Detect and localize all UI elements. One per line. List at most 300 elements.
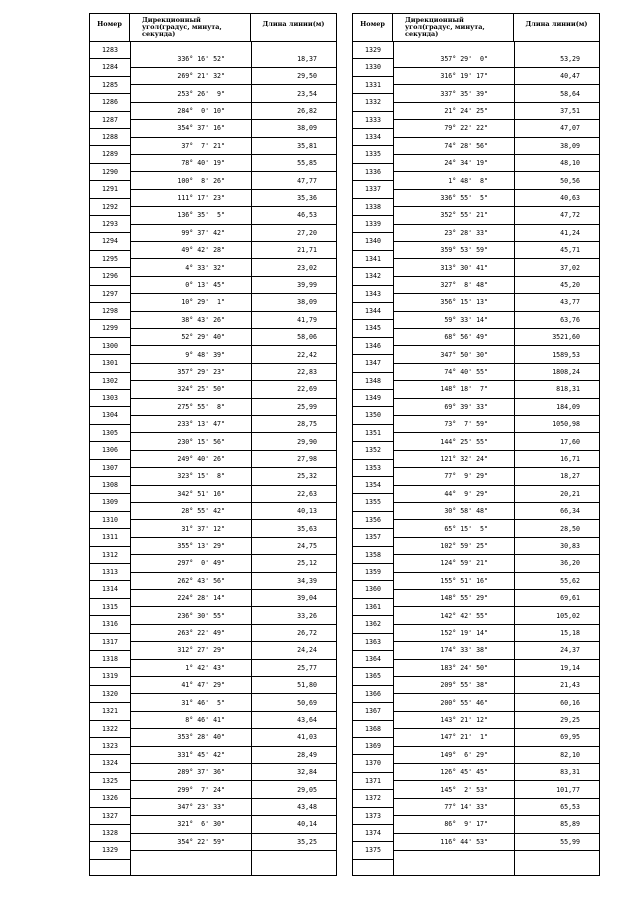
direction-angle: 289° 37' 36" [177,768,225,777]
table-row [394,538,599,555]
point-number: 1372 [353,790,393,807]
point-number: 1360 [353,581,393,598]
header-angle: Дирекционный угол(градус, минута, секунда) [130,14,251,41]
line-length: 45,71 [560,246,580,255]
direction-angle: 342° 51' 16" [177,489,225,498]
point-number: 1298 [90,303,130,320]
direction-angle: 312° 27' 29" [177,646,225,655]
line-length: 35,36 [297,193,317,202]
direction-angle: 24° 34' 19" [444,159,488,168]
point-number: 1309 [90,494,130,511]
line-length: 58,06 [297,333,317,342]
point-number: 1364 [353,651,393,668]
direction-angle: 357° 29' 0" [440,54,488,63]
point-number: 1287 [90,112,130,129]
line-length: 39,04 [297,594,317,603]
direction-angle: 38° 43' 26" [181,315,225,324]
point-number: 1307 [90,460,130,477]
table-row [131,486,336,503]
line-length: 1050,98 [552,420,580,429]
direction-angle: 68° 56' 49" [444,333,488,342]
point-number: 1356 [353,512,393,529]
header-length: Длина линии(м) [262,20,325,28]
line-length: 55,62 [560,576,580,585]
direction-angle: 359° 53' 59" [440,246,488,255]
point-number: 1303 [90,390,130,407]
right-table [352,13,600,876]
table-row [394,312,599,329]
point-number: 1333 [353,112,393,129]
point-number: 1328 [90,825,130,842]
line-length: 48,10 [560,159,580,168]
direction-angle: 324° 25' 50" [177,385,225,394]
table-row [131,260,336,277]
line-length: 25,99 [297,402,317,411]
table-row [131,86,336,103]
direction-angle: 10° 29' 1" [181,298,225,307]
line-length: 29,90 [297,437,317,446]
table-row [131,294,336,311]
left-body [90,42,336,875]
direction-angle: 0° 13' 45" [185,280,225,289]
table-row [131,329,336,346]
direction-angle: 200° 55' 46" [440,698,488,707]
direction-angle: 142° 42' 55" [440,611,488,620]
direction-angle: 86° 9' 17" [444,820,488,829]
table-row [394,747,599,764]
line-length: 69,95 [560,733,580,742]
table-row [131,434,336,451]
direction-angle: 321° 6' 30" [177,820,225,829]
point-number: 1339 [353,216,393,233]
direction-angle: 352° 55' 21" [440,211,488,220]
table-row [394,416,599,433]
point-number: 1302 [90,373,130,390]
point-number: 1322 [90,721,130,738]
point-number: 1317 [90,634,130,651]
table-row [131,538,336,555]
table-row [394,434,599,451]
table-row [394,764,599,781]
table-row [131,799,336,816]
point-number: 1374 [353,825,393,842]
direction-angle: 336° 55' 5" [440,193,488,202]
header-length: Длина линии(м) [525,20,588,28]
point-number: 1358 [353,547,393,564]
table-row [131,347,336,364]
table-row [394,294,599,311]
line-length: 69,61 [560,594,580,603]
point-number: 1342 [353,268,393,285]
direction-angle: 354° 37' 16" [177,124,225,133]
point-number: 1289 [90,146,130,163]
point-number: 1284 [90,59,130,76]
line-length: 21,43 [560,681,580,690]
line-length: 18,27 [560,472,580,481]
point-number: 1341 [353,251,393,268]
direction-angle: 174° 33' 38" [440,646,488,655]
table-row [131,277,336,294]
point-number: 1294 [90,233,130,250]
direction-angle: 30° 58' 48" [444,507,488,516]
point-number: 1337 [353,181,393,198]
table-row [394,503,599,520]
table-row [131,677,336,694]
line-length: 26,82 [297,106,317,115]
line-length: 16,71 [560,454,580,463]
table-row [394,364,599,381]
table-row [394,834,599,851]
point-number: 1324 [90,755,130,772]
table-row [394,695,599,712]
line-length: 41,24 [560,228,580,237]
direction-angle: 155° 51' 16" [440,576,488,585]
line-length: 35,25 [297,837,317,846]
direction-angle: 262° 43' 56" [177,576,225,585]
line-length: 83,31 [560,768,580,777]
direction-angle: 59° 33' 14" [444,315,488,324]
point-number: 1329 [353,42,393,59]
point-number: 1350 [353,407,393,424]
line-length: 40,47 [560,72,580,81]
line-length: 47,07 [560,124,580,133]
direction-angle: 49° 42' 28" [181,246,225,255]
table-row [394,277,599,294]
point-number: 1361 [353,599,393,616]
line-length: 26,72 [297,628,317,637]
table-row [131,381,336,398]
point-number: 1369 [353,738,393,755]
direction-angle: 21° 24' 25" [444,106,488,115]
direction-angle: 269° 21' 32" [177,72,225,81]
direction-angle: 116° 44' 53" [440,837,488,846]
line-length: 47,72 [560,211,580,220]
point-number: 1312 [90,547,130,564]
point-number: 1359 [353,564,393,581]
point-number: 1362 [353,616,393,633]
direction-angle: 78° 40' 19" [181,159,225,168]
line-length: 36,20 [560,559,580,568]
direction-angle: 69° 39' 33" [444,402,488,411]
direction-angle: 1° 48' 8" [448,176,488,185]
point-number: 1331 [353,77,393,94]
line-length: 60,16 [560,698,580,707]
table-row [131,138,336,155]
direction-angle: 347° 23' 33" [177,802,225,811]
line-length: 63,76 [560,315,580,324]
table-row [394,138,599,155]
line-length: 33,26 [297,611,317,620]
direction-angle: 28° 55' 42" [181,507,225,516]
direction-angle: 52° 29' 40" [181,333,225,342]
table-row [131,451,336,468]
line-length: 29,05 [297,785,317,794]
line-length: 32,84 [297,768,317,777]
line-length: 50,56 [560,176,580,185]
table-row [131,695,336,712]
line-length: 51,80 [297,681,317,690]
line-length: 1808,24 [552,367,580,376]
direction-angle: 233° 13' 47" [177,420,225,429]
point-number: 1348 [353,373,393,390]
line-length: 818,31 [556,385,580,394]
table-row [131,51,336,68]
point-number: 1301 [90,355,130,372]
line-length: 24,37 [560,646,580,655]
line-length: 29,25 [560,715,580,724]
line-length: 28,75 [297,420,317,429]
point-number: 1308 [90,477,130,494]
table-row [394,173,599,190]
table-row [394,468,599,485]
line-length: 27,98 [297,454,317,463]
line-length: 28,49 [297,750,317,759]
table-row [131,712,336,729]
point-number: 1346 [353,338,393,355]
point-number: 1323 [90,738,130,755]
direction-angle: 121° 32' 24" [440,454,488,463]
line-length: 22,63 [297,489,317,498]
point-number: 1300 [90,338,130,355]
direction-angle: 73° 7' 59" [444,420,488,429]
line-length: 43,64 [297,715,317,724]
direction-angle: 249° 40' 26" [177,454,225,463]
line-length: 18,37 [297,54,317,63]
point-number: 1370 [353,755,393,772]
point-number: 1335 [353,146,393,163]
point-number: 1357 [353,529,393,546]
table-row [131,608,336,625]
header-angle: Дирекционный угол(градус, минута, секунда) [393,14,514,41]
right-header-row [353,14,599,42]
line-length: 23,02 [297,263,317,272]
line-length: 82,10 [560,750,580,759]
point-number: 1334 [353,129,393,146]
direction-angle: 331° 45' 42" [177,750,225,759]
direction-angle: 145° 2' 53" [440,785,488,794]
table-row [394,381,599,398]
direction-angle: 31° 37' 12" [181,524,225,533]
table-row [131,590,336,607]
point-number: 1304 [90,407,130,424]
line-length: 35,63 [297,524,317,533]
table-row [131,190,336,207]
table-row [394,103,599,120]
point-number: 1327 [90,808,130,825]
point-number: 1329 [90,842,130,859]
table-row [394,590,599,607]
direction-angle: 100° 8' 26" [177,176,225,185]
point-number: 1305 [90,425,130,442]
point-number: 1318 [90,651,130,668]
direction-angle: 8° 46' 41" [185,715,225,724]
direction-angle: 126° 45' 45" [440,768,488,777]
direction-angle: 152° 19' 14" [440,628,488,637]
table-row [394,399,599,416]
direction-angle: 4° 33' 32" [185,263,225,272]
point-number: 1285 [90,77,130,94]
line-length: 28,50 [560,524,580,533]
right-body [353,42,599,875]
direction-angle: 102° 59' 25" [440,541,488,550]
table-row [394,51,599,68]
left-header-row [90,14,336,42]
line-length: 19,14 [560,663,580,672]
point-number: 1295 [90,251,130,268]
direction-angle: 316° 19' 17" [440,72,488,81]
point-number: 1292 [90,199,130,216]
table-row [394,799,599,816]
point-number: 1368 [353,721,393,738]
point-number: 1325 [90,773,130,790]
table-row [394,260,599,277]
point-number: 1343 [353,286,393,303]
direction-angle: 230° 15' 56" [177,437,225,446]
point-number: 1326 [90,790,130,807]
table-row [131,225,336,242]
line-length: 41,79 [297,315,317,324]
point-number: 1330 [353,59,393,76]
line-length: 40,14 [297,820,317,829]
table-row [394,190,599,207]
table-row [394,555,599,572]
direction-angle: 99° 37' 42" [181,228,225,237]
direction-angle: 65° 15' 5" [444,524,488,533]
point-number: 1367 [353,703,393,720]
point-number: 1345 [353,320,393,337]
direction-angle: 111° 17' 23" [177,193,225,202]
point-number: 1315 [90,599,130,616]
line-length: 27,20 [297,228,317,237]
table-row [394,573,599,590]
table-row [131,207,336,224]
line-length: 24,24 [297,646,317,655]
table-row [131,242,336,259]
table-row [394,207,599,224]
table-row [394,782,599,799]
line-length: 1589,53 [552,350,580,359]
point-number: 1351 [353,425,393,442]
table-row [131,103,336,120]
direction-angle: 74° 28' 56" [444,141,488,150]
line-length: 25,77 [297,663,317,672]
direction-angle: 77° 14' 33" [444,802,488,811]
direction-angle: 357° 29' 23" [177,367,225,376]
line-length: 50,69 [297,698,317,707]
point-number: 1306 [90,442,130,459]
line-length: 38,09 [297,298,317,307]
direction-angle: 44° 9' 29" [444,489,488,498]
table-row [394,451,599,468]
table-row [131,816,336,833]
direction-angle: 236° 30' 55" [177,611,225,620]
direction-angle: 149° 6' 29" [440,750,488,759]
direction-angle: 355° 13' 29" [177,541,225,550]
table-row [394,660,599,677]
line-length: 45,20 [560,280,580,289]
table-row [394,86,599,103]
line-length: 46,53 [297,211,317,220]
table-row [394,120,599,137]
table-row [131,555,336,572]
line-length: 101,77 [556,785,580,794]
line-length: 22,42 [297,350,317,359]
table-row [131,155,336,172]
point-number: 1352 [353,442,393,459]
table-row [131,642,336,659]
point-number: 1293 [90,216,130,233]
direction-angle: 323° 15' 8" [177,472,225,481]
table-row [131,521,336,538]
direction-angle: 353° 28' 40" [177,733,225,742]
direction-angle: 147° 21' 1" [440,733,488,742]
table-row [131,68,336,85]
direction-angle: 143° 21' 12" [440,715,488,724]
point-number: 1365 [353,668,393,685]
point-number: 1336 [353,164,393,181]
line-length: 43,77 [560,298,580,307]
table-row [131,625,336,642]
line-length: 39,99 [297,280,317,289]
point-number: 1320 [90,686,130,703]
line-length: 22,69 [297,385,317,394]
point-number: 1299 [90,320,130,337]
direction-angle: 354° 22' 59" [177,837,225,846]
point-number: 1288 [90,129,130,146]
point-number: 1296 [90,268,130,285]
direction-angle: 148° 55' 29" [440,594,488,603]
table-row [131,173,336,190]
point-number: 1371 [353,773,393,790]
line-length: 22,83 [297,367,317,376]
table-row [131,660,336,677]
line-length: 55,85 [297,159,317,168]
table-row [394,68,599,85]
point-number: 1355 [353,494,393,511]
line-length: 184,09 [556,402,580,411]
line-length: 85,89 [560,820,580,829]
left-table [89,13,337,876]
direction-angle: 183° 24' 50" [440,663,488,672]
direction-angle: 1° 42' 43" [185,663,225,672]
line-length: 30,83 [560,541,580,550]
table-row [394,225,599,242]
table-row [394,521,599,538]
line-length: 29,50 [297,72,317,81]
header-number: Номер [353,14,393,41]
line-length: 105,02 [556,611,580,620]
direction-angle: 23° 28' 33" [444,228,488,237]
direction-angle: 9° 48' 39" [185,350,225,359]
line-length: 23,54 [297,89,317,98]
direction-angle: 41° 47' 29" [181,681,225,690]
line-length: 38,09 [560,141,580,150]
line-length: 25,12 [297,559,317,568]
direction-angle: 136° 35' 5" [177,211,225,220]
table-row [394,625,599,642]
line-length: 55,99 [560,837,580,846]
direction-angle: 224° 28' 14" [177,594,225,603]
direction-angle: 144° 25' 55" [440,437,488,446]
point-number: 1347 [353,355,393,372]
line-length: 53,29 [560,54,580,63]
direction-angle: 31° 46' 5" [181,698,225,707]
point-number: 1349 [353,390,393,407]
line-length: 37,02 [560,263,580,272]
line-length: 41,03 [297,733,317,742]
point-number: 1332 [353,94,393,111]
direction-angle: 148° 18' 7" [440,385,488,394]
